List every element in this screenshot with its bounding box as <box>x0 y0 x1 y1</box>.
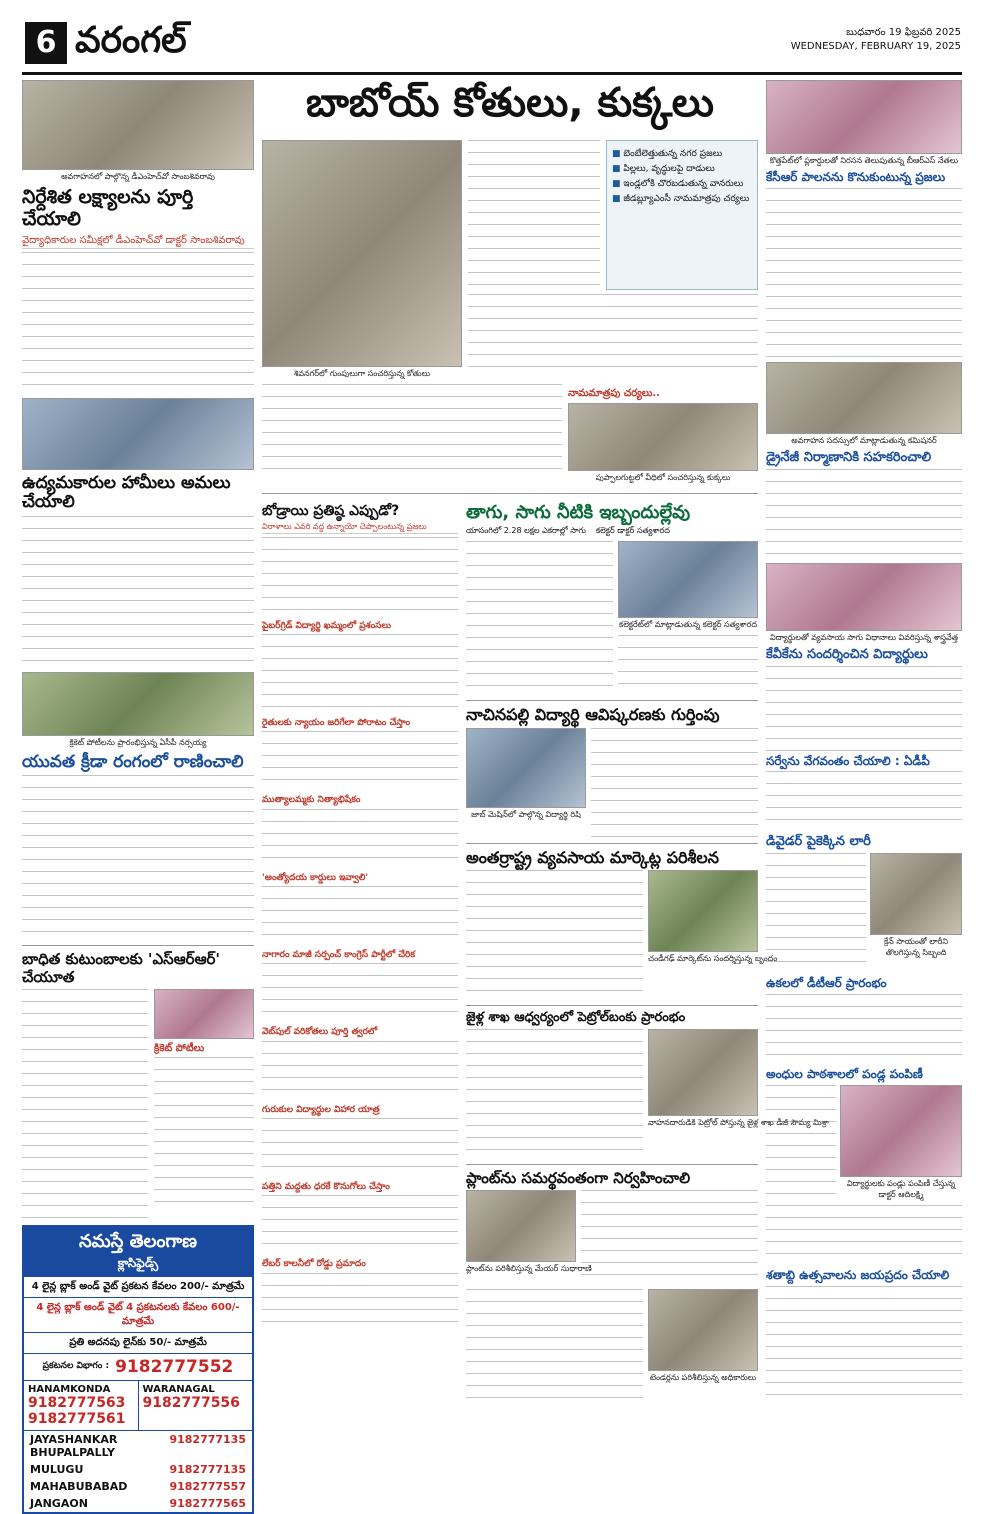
caption: వాహనదారుడికి పెట్రోల్ పోస్తున్న జైళ్ల శాఖ డీజీ సౌమ్య మిశ్రా <box>648 1117 829 1127</box>
section-title: వరంగల్ <box>75 20 187 61</box>
office-name: HANAMKONDA <box>28 1383 111 1395</box>
headline: జైళ్ల శాఖ ఆధ్వర్యంలో పెట్రోల్‌బంకు ప్రారంభం <box>466 1009 686 1025</box>
classifieds-ad <box>22 1225 254 1514</box>
caption: కలెక్టరేట్‌లో మాట్లాడుతున్న కలెక్టర్ సత్యశారద <box>619 620 757 630</box>
article-body <box>766 1286 962 1396</box>
photo-protest <box>766 80 962 154</box>
headline: తాగు, సాగు నీటికి ఇబ్బందుల్లేవు <box>466 501 691 523</box>
caption: జాబ్ మెషిన్‌లో పాల్గొన్న విద్యార్థి రిషి <box>471 809 581 819</box>
photo-employees <box>22 398 254 470</box>
article-body <box>262 1118 458 1178</box>
headline: నాచినపల్లి విద్యార్థి ఆవిష్కరణకు గుర్తింపు <box>466 705 720 725</box>
ad-brand <box>24 1227 252 1277</box>
left-column <box>22 80 254 1510</box>
article-body <box>618 635 758 695</box>
photo-collector <box>618 541 758 618</box>
ad-district <box>24 1495 252 1512</box>
page-number: 6 <box>25 22 67 64</box>
article-body <box>262 809 458 869</box>
headline: డివైడర్ పైకెక్కిన లారీ <box>766 834 871 850</box>
headline: అంధుల పాఠశాలలో పండ్ల పంపిణీ <box>766 1067 923 1082</box>
ad-line-3: ప్రతి అదనపు లైన్‌కు 50/- మాత్రమే <box>24 1333 252 1354</box>
subhead: పత్తిని మద్దతు ధరకే కొనుగోలు చేస్తాం <box>262 1182 390 1192</box>
masthead-rule <box>22 72 962 75</box>
district-name: JAYASHANKAR BHUPALPALLY <box>30 1432 118 1459</box>
key-point: ■ జీడబ్ల్యూఎంసీ నామమాత్రపు చర్యలు <box>612 194 752 206</box>
article-body <box>466 870 643 1000</box>
ad-brand-tag: క్లాసిఫైడ్స్ <box>117 1255 159 1270</box>
office-name: WARANAGAL <box>142 1383 215 1395</box>
caption: విద్యార్థులతో వ్యవసాయ సాగు విధానాలు వివరిస్తున్న శాస్త్రవేత్త <box>770 632 958 642</box>
photo-petrol-bunk <box>648 1029 758 1116</box>
caption: క్రేన్ సాయంతో లారీని తొలగిస్తున్న సిబ్బంది <box>883 937 948 958</box>
subheadline: విరాళాలు ఎవరి వద్ద ఉన్నాయో చెప్పాలంటున్న ప్రజలు <box>262 522 458 534</box>
ad-district <box>24 1478 252 1495</box>
dateline <box>791 26 961 54</box>
subhead: వెబ్‌పుల్ వరికోతలు పూర్తి త్వరలో <box>262 1027 378 1038</box>
article-body <box>262 1041 458 1101</box>
office-phone: 9182777556 <box>142 1394 240 1411</box>
article-body <box>466 1289 643 1399</box>
article-body <box>766 771 962 831</box>
ad-brand-name: నమస్తే తెలంగాణ <box>79 1230 197 1252</box>
headline: బాధిత కుటుంబాలకు 'ఎస్‌ఆర్‌ఆర్' చేయూత <box>22 950 221 986</box>
article-body <box>591 728 758 838</box>
key-point: ■ ఇండ్లలోకి చొరబడుతున్న వానరులు <box>612 179 752 191</box>
caption: పుప్పాలగుట్టలో వీధిలో సంచరిస్తున్న కుక్కలు <box>595 472 731 482</box>
photo-plant <box>466 1190 576 1262</box>
subhead: నాగారం మాజీ సర్పంచ్ కాంగ్రెస్ పార్టీలో చేరిక <box>262 949 416 960</box>
subhead-cricket: క్రికెట్ పోటీలు <box>154 1042 205 1054</box>
article-body <box>262 731 458 791</box>
article-body <box>262 1273 458 1333</box>
caption: టెండర్లను పరిశీలిస్తున్న అధికారులు <box>649 1373 757 1383</box>
photo-health-meeting <box>22 80 254 170</box>
story-point: యాసంగిలో 2.28 లక్షల ఎకరాల్లో సాగు <box>466 526 586 536</box>
article-body <box>766 469 962 559</box>
office-phone: 9182777563 <box>28 1394 126 1411</box>
district-name: JANGAON <box>30 1496 88 1510</box>
district-phone: 9182777135 <box>169 1462 246 1476</box>
key-point: ■ పిల్లలు, వృద్ధులపై దాడులు <box>612 164 752 176</box>
district-name: MAHABUBABAD <box>30 1479 128 1493</box>
article-body <box>22 252 254 392</box>
photo-dogs <box>568 403 758 471</box>
caption: విద్యార్థులకు పండ్లు పంపిణీ చేస్తున్న డాక్టర్ ఆదిలక్ష్మి <box>846 1179 956 1199</box>
article-body <box>766 666 962 751</box>
headline: అంతర్రాష్ట్ర వ్యవసాయ మార్కెట్ల పరిశీలన <box>466 847 719 867</box>
photo-families <box>154 989 254 1039</box>
photo-lorry <box>870 853 962 935</box>
article-body <box>262 537 458 617</box>
headline: యువత క్రీడా రంగంలో రాణించాలి <box>22 751 244 772</box>
headline: కేసీఆర్ పాలనను కొనుకుంటున్న ప్రజలు <box>766 170 946 184</box>
caption: కొత్తపేట్‌లో ప్లకార్డులతో నిరసన తెలుపుతున్న బీఆర్‌ఎస్ నేతలు <box>769 156 959 165</box>
district-name: MULUGU <box>30 1462 84 1476</box>
article-body <box>262 886 458 946</box>
headline: శతాబ్ది ఉత్సవాలను జయప్రదం చేయాలి <box>766 1268 950 1282</box>
article-body <box>262 963 458 1023</box>
headline: సర్వేను వేగవంతం చేయాలి : ఏడీపీ <box>766 753 930 768</box>
right-column <box>766 80 962 1492</box>
photo-kids <box>840 1085 962 1177</box>
story-point: కలెక్టర్ డాక్టర్ సత్యశారద <box>595 526 670 536</box>
headline: ఉకలలో డీటీఆర్ ప్రారంభం <box>766 976 887 991</box>
subhead: లేబర్ కాలనీలో రోడ్డు ప్రమాదం <box>262 1259 366 1270</box>
article-body <box>22 989 148 1219</box>
article-body <box>262 634 458 714</box>
subhead: నామమాత్రపు చర్యలు.. <box>568 388 660 399</box>
caption: అవగాహన సదస్సులో మాట్లాడుతున్న కమిషనర్ <box>791 435 937 445</box>
article-body <box>262 1195 458 1255</box>
photo-monkeys <box>262 140 462 367</box>
caption: అవగాహనలో పాల్గొన్న డీఎంహెచ్‌వో సాంబశివరావు <box>61 172 215 181</box>
district-phone: 9182777557 <box>169 1479 246 1493</box>
masthead <box>0 0 981 70</box>
caption: క్రికెట్ పోటీలను ప్రారంభిస్తున్న ఏసీపీ నర్సయ్య <box>69 737 207 747</box>
subhead: గురుకుల విద్యార్థుల విహార యాత్ర <box>262 1104 380 1115</box>
headline: ఉద్యమకారుల హామీలు అమలు చేయాలి <box>22 472 231 513</box>
article-body <box>22 516 254 666</box>
subhead: పైబర్‌గ్రిడ్ విద్యార్థి ఖమ్మంలో ప్రశంసలు <box>262 620 391 631</box>
lead-banner: బాబోయ్ కోతులు, కుక్కలు <box>306 80 714 126</box>
photo-commissioner <box>766 362 962 434</box>
key-points <box>606 140 758 290</box>
photo-market <box>648 870 758 952</box>
headline: డ్రైనేజీ నిర్మాణానికి సహకరించాలి <box>766 449 932 465</box>
date-telugu: బుధవారం 19 ఫిబ్రవరి 2025 <box>846 27 961 38</box>
article-body <box>262 384 562 474</box>
article-body <box>766 853 866 973</box>
article-body <box>466 1029 643 1159</box>
article-body <box>154 1057 254 1207</box>
headline: కేవీకేను సందర్శించిన విద్యార్థులు <box>766 646 928 662</box>
ad-contact <box>24 1354 252 1381</box>
article-body <box>468 140 600 290</box>
story-points <box>466 526 758 537</box>
article-body <box>766 1085 836 1195</box>
caption: శివనగర్‌లో గుంపులుగా సంచరిస్తున్న కోతులు <box>293 369 431 378</box>
caption: ప్లాంట్‌ను పరిశీలిస్తున్న మేయర్ సుధారాణి <box>466 1264 592 1274</box>
subhead: 'అంత్యోదయ కార్డులు ఇవ్వాలి' <box>262 872 369 883</box>
subhead: ముత్యాలమ్మకు నిత్యాభిషేకం <box>262 795 361 806</box>
ad-contact-phone: 9182777552 <box>115 1356 234 1377</box>
ad-offices <box>24 1381 252 1431</box>
headline: బోడ్రాయి ప్రతిష్ఠ ఎప్పుడో? <box>262 502 400 519</box>
ad-line-2: 4 లైన్ల బ్లాక్ అండ్ వైట్ 4 ప్రకటనలకు కేవలం 600/- మాత్రమే <box>24 1298 252 1333</box>
article-body <box>766 994 962 1064</box>
photo-student <box>466 728 586 808</box>
headline: ప్లాంట్‌ను సమర్థవంతంగా నిర్వహించాలి <box>466 1168 691 1187</box>
article-body <box>581 1190 758 1285</box>
district-phone: 9182777565 <box>169 1496 246 1510</box>
article-body <box>466 541 613 691</box>
subhead: రైతులకు న్యాయం జరిగేలా పోరాటం చేస్తాం <box>262 717 411 728</box>
key-point: ■ బెంబేలెత్తుతున్న నగర ప్రజలు <box>612 149 752 161</box>
caption: చండీగఢ్ మార్కెట్‌ను సందర్శిస్తున్న బృందం <box>648 953 778 963</box>
ad-district <box>24 1431 252 1461</box>
photo-cricket <box>22 672 254 736</box>
date-english: WEDNESDAY, FEBRUARY 19, 2025 <box>790 41 961 52</box>
article-body <box>468 294 758 374</box>
ad-contact-label: ప్రకటనల విభాగం : <box>42 1360 110 1371</box>
subheadline: వైద్యాధికారుల సమీక్షలో డీఎంహెచ్‌వో డాక్టర్ సాంబశివరావు <box>22 234 254 249</box>
ad-line-1: 4 లైన్ల బ్లాక్ అండ్ వైట్ ప్రకటన కేవలం 200/- మాత్రమే <box>24 1277 252 1298</box>
ad-district <box>24 1461 252 1478</box>
office-phone: 9182777561 <box>28 1410 126 1427</box>
photo-tenders <box>648 1289 758 1371</box>
article-body <box>766 188 962 358</box>
district-phone: 9182777135 <box>169 1432 246 1446</box>
article-body <box>766 1205 962 1265</box>
headline: నిర్దేశిత లక్ష్యాలను పూర్తి చేయాలి <box>22 186 194 230</box>
photo-students-kvk <box>766 563 962 631</box>
article-body <box>22 775 254 940</box>
